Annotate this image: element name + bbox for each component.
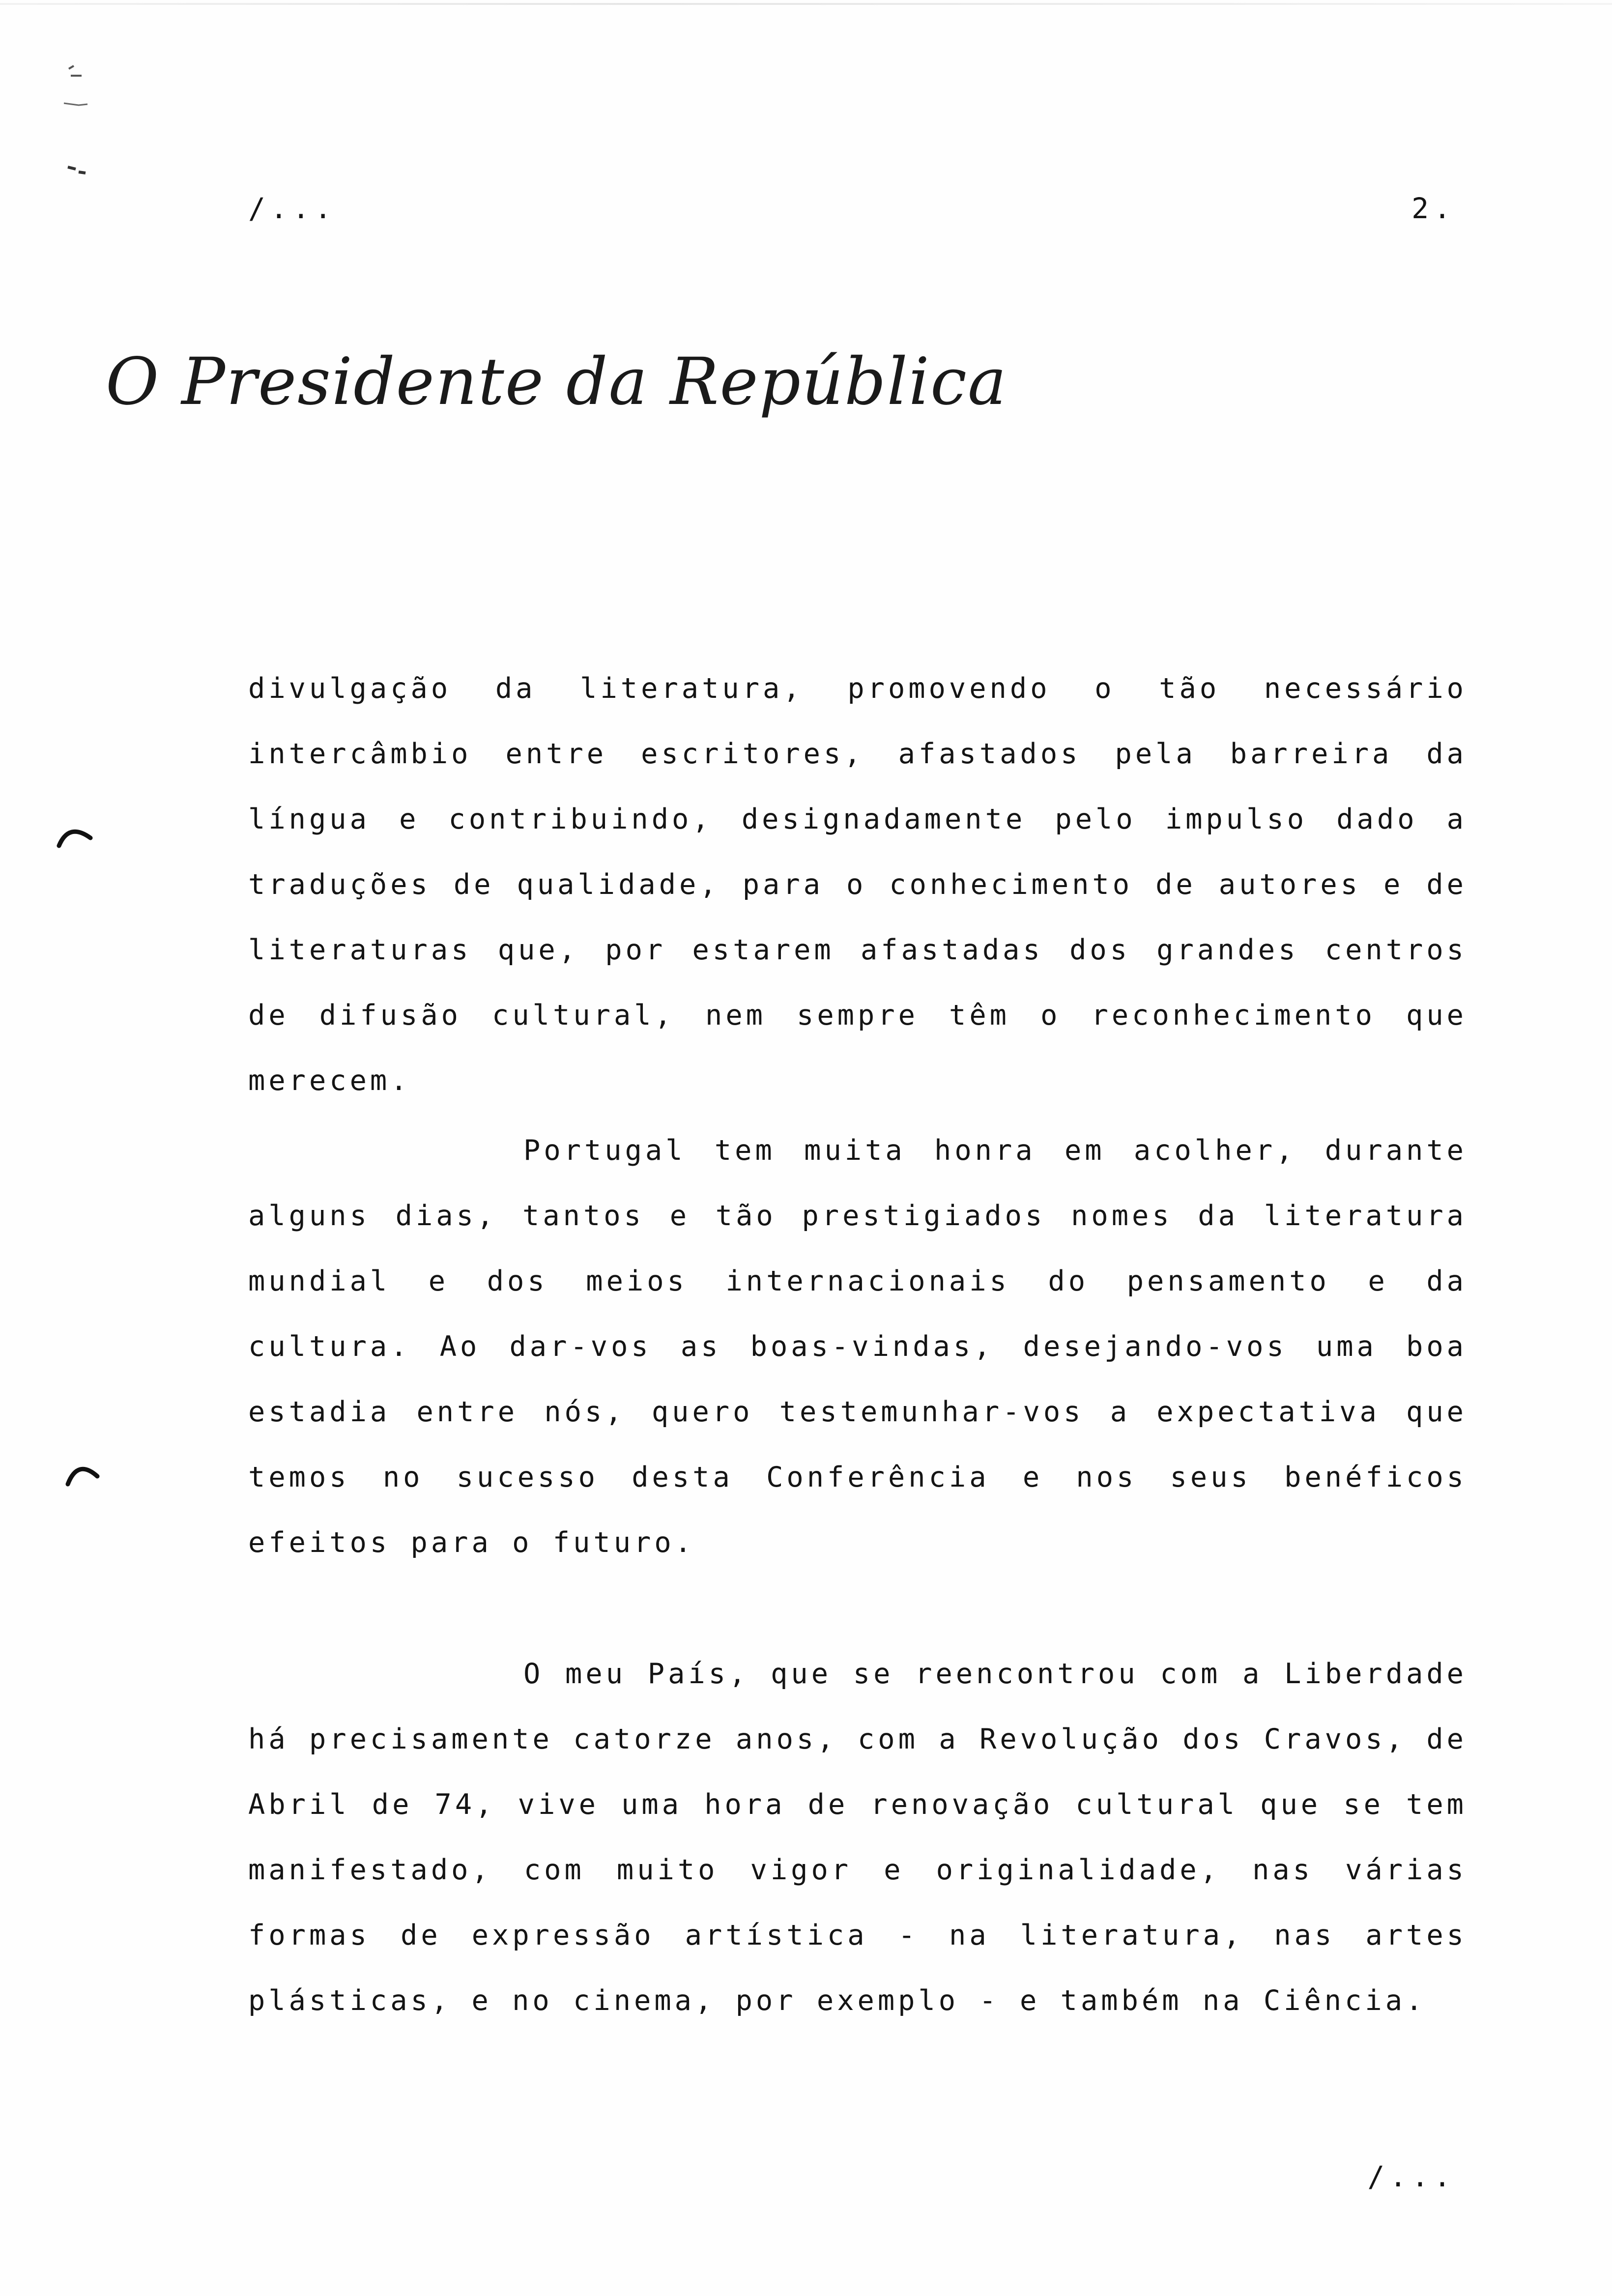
letterhead: O Presidente da República [106,344,1008,420]
paragraph-3: O meu País, que se reencontrou com a Liberdade há precisamente catorze anos, com a Revolução dos Cravos, de Abril de 74, vive uma hora de renovação cultural que se tem manifestado, com muito vigor e originalidade, nas várias formas de expressão artística - na literatura, nas artes plásticas, e no cinema, por exemplo - e também na Ciência. [248,1658,1467,2017]
hole-punch-mark-icon [55,818,94,858]
hole-punch-mark-icon [63,1455,102,1494]
margin-scribble-icon [54,59,98,187]
paragraph-2: Portugal tem muita honra em acolher, durante alguns dias, tantos e tão prestigiados nomes da literatura mundial e dos meios internacionais do pensamento e da cultura. Ao dar-vos as boas-vindas, desejando-vos uma boa estadia entre nós, quero testemunhar-vos a expectativa que temos no sucesso desta Conferência e nos seus benéficos efeitos para o futuro. [248,1134,1467,1559]
page-number: 2. [1411,192,1456,225]
continuation-marker-bottom: /... [1367,2160,1456,2193]
paragraph-1: divulgação da literatura, promovendo o tão necessário intercâmbio entre escritores, afastados pela barreira da língua e contribuindo, designadamente pelo impulso dado a traduções de qualidade, para o conhecimento de autores e de literaturas que, por estarem afastadas dos grandes centros de difusão cultural, nem sempre têm o reconhecimento que merecem. [248,672,1467,1097]
continuation-marker-top: /... [248,192,337,225]
scan-edge [0,3,1612,5]
